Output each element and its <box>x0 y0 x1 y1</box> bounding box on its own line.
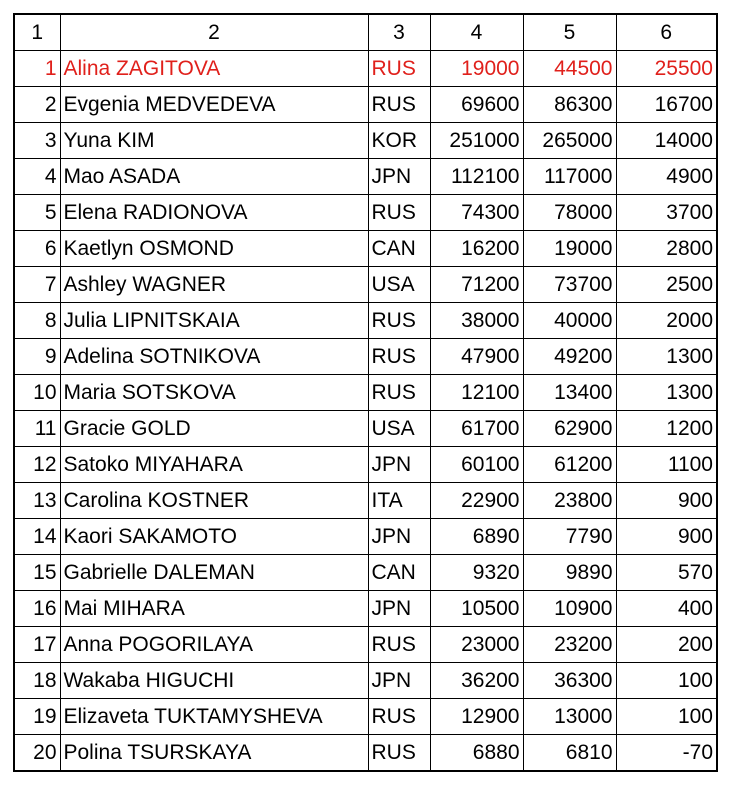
name-cell: Alina ZAGITOVA <box>60 51 368 87</box>
column-4-cell: 23000 <box>430 627 523 663</box>
column-6-cell: 16700 <box>616 87 717 123</box>
country-cell: USA <box>368 411 430 447</box>
table-row <box>14 159 717 195</box>
table-row <box>14 699 717 735</box>
table-container <box>13 13 718 772</box>
table-row <box>14 51 717 87</box>
column-4-cell: 71200 <box>430 267 523 303</box>
column-6-cell: 900 <box>616 483 717 519</box>
column-6-cell: 200 <box>616 627 717 663</box>
table-row <box>14 375 717 411</box>
rank-cell: 18 <box>14 663 60 699</box>
column-6-cell: 25500 <box>616 51 717 87</box>
column-6-cell: 1100 <box>616 447 717 483</box>
name-cell: Gracie GOLD <box>60 411 368 447</box>
country-cell: RUS <box>368 339 430 375</box>
name-cell: Mao ASADA <box>60 159 368 195</box>
column-6-cell: 1300 <box>616 375 717 411</box>
rank-cell: 10 <box>14 375 60 411</box>
column-6-cell: 570 <box>616 555 717 591</box>
table-row <box>14 663 717 699</box>
rank-cell: 7 <box>14 267 60 303</box>
name-cell: Maria SOTSKOVA <box>60 375 368 411</box>
country-cell: RUS <box>368 735 430 772</box>
column-4-cell: 19000 <box>430 51 523 87</box>
country-cell: KOR <box>368 123 430 159</box>
column-6-cell: 400 <box>616 591 717 627</box>
header-row <box>14 14 717 51</box>
table-row <box>14 591 717 627</box>
table-row <box>14 447 717 483</box>
table-row <box>14 411 717 447</box>
column-5-cell: 19000 <box>523 231 616 267</box>
column-5-cell: 23800 <box>523 483 616 519</box>
column-6-cell: 1300 <box>616 339 717 375</box>
country-cell: RUS <box>368 195 430 231</box>
rank-cell: 3 <box>14 123 60 159</box>
name-cell: Polina TSURSKAYA <box>60 735 368 772</box>
country-cell: RUS <box>368 87 430 123</box>
name-cell: Kaetlyn OSMOND <box>60 231 368 267</box>
rank-cell: 17 <box>14 627 60 663</box>
rank-cell: 5 <box>14 195 60 231</box>
column-6-cell: -70 <box>616 735 717 772</box>
country-cell: RUS <box>368 627 430 663</box>
column-5-cell: 13400 <box>523 375 616 411</box>
name-cell: Adelina SOTNIKOVA <box>60 339 368 375</box>
column-6-cell: 2500 <box>616 267 717 303</box>
column-5-cell: 49200 <box>523 339 616 375</box>
column-6-cell: 900 <box>616 519 717 555</box>
column-4-cell: 6880 <box>430 735 523 772</box>
column-4-cell: 251000 <box>430 123 523 159</box>
country-cell: RUS <box>368 375 430 411</box>
rank-cell: 6 <box>14 231 60 267</box>
column-5-cell: 117000 <box>523 159 616 195</box>
column-header: 5 <box>523 14 616 51</box>
table-row <box>14 483 717 519</box>
column-5-cell: 9890 <box>523 555 616 591</box>
table-row <box>14 231 717 267</box>
column-5-cell: 62900 <box>523 411 616 447</box>
table-row <box>14 87 717 123</box>
table-row <box>14 555 717 591</box>
column-4-cell: 47900 <box>430 339 523 375</box>
name-cell: Gabrielle DALEMAN <box>60 555 368 591</box>
rank-cell: 15 <box>14 555 60 591</box>
rank-cell: 9 <box>14 339 60 375</box>
column-5-cell: 73700 <box>523 267 616 303</box>
column-4-cell: 36200 <box>430 663 523 699</box>
column-header: 4 <box>430 14 523 51</box>
name-cell: Yuna KIM <box>60 123 368 159</box>
name-cell: Elizaveta TUKTAMYSHEVA <box>60 699 368 735</box>
column-5-cell: 36300 <box>523 663 616 699</box>
data-table <box>13 13 718 772</box>
rank-cell: 11 <box>14 411 60 447</box>
country-cell: JPN <box>368 591 430 627</box>
column-header: 6 <box>616 14 717 51</box>
name-cell: Kaori SAKAMOTO <box>60 519 368 555</box>
column-5-cell: 13000 <box>523 699 616 735</box>
country-cell: RUS <box>368 51 430 87</box>
column-6-cell: 3700 <box>616 195 717 231</box>
country-cell: JPN <box>368 447 430 483</box>
column-header: 1 <box>14 14 60 51</box>
name-cell: Anna POGORILAYA <box>60 627 368 663</box>
column-5-cell: 86300 <box>523 87 616 123</box>
column-6-cell: 100 <box>616 663 717 699</box>
column-5-cell: 10900 <box>523 591 616 627</box>
column-header: 2 <box>60 14 368 51</box>
column-header: 3 <box>368 14 430 51</box>
country-cell: ITA <box>368 483 430 519</box>
name-cell: Julia LIPNITSKAIA <box>60 303 368 339</box>
column-6-cell: 2800 <box>616 231 717 267</box>
column-4-cell: 6890 <box>430 519 523 555</box>
country-cell: JPN <box>368 663 430 699</box>
rank-cell: 8 <box>14 303 60 339</box>
column-6-cell: 100 <box>616 699 717 735</box>
column-4-cell: 60100 <box>430 447 523 483</box>
column-4-cell: 10500 <box>430 591 523 627</box>
name-cell: Ashley WAGNER <box>60 267 368 303</box>
country-cell: JPN <box>368 519 430 555</box>
table-row <box>14 303 717 339</box>
name-cell: Evgenia MEDVEDEVA <box>60 87 368 123</box>
column-5-cell: 78000 <box>523 195 616 231</box>
column-4-cell: 112100 <box>430 159 523 195</box>
column-6-cell: 14000 <box>616 123 717 159</box>
column-4-cell: 22900 <box>430 483 523 519</box>
country-cell: CAN <box>368 231 430 267</box>
rank-cell: 4 <box>14 159 60 195</box>
column-4-cell: 12900 <box>430 699 523 735</box>
column-5-cell: 23200 <box>523 627 616 663</box>
column-5-cell: 6810 <box>523 735 616 772</box>
country-cell: RUS <box>368 303 430 339</box>
country-cell: CAN <box>368 555 430 591</box>
column-5-cell: 61200 <box>523 447 616 483</box>
table-row <box>14 123 717 159</box>
country-cell: USA <box>368 267 430 303</box>
rank-cell: 19 <box>14 699 60 735</box>
column-4-cell: 69600 <box>430 87 523 123</box>
rank-cell: 12 <box>14 447 60 483</box>
table-row <box>14 519 717 555</box>
rank-cell: 14 <box>14 519 60 555</box>
rank-cell: 13 <box>14 483 60 519</box>
column-6-cell: 1200 <box>616 411 717 447</box>
column-6-cell: 4900 <box>616 159 717 195</box>
column-4-cell: 61700 <box>430 411 523 447</box>
column-4-cell: 16200 <box>430 231 523 267</box>
country-cell: JPN <box>368 159 430 195</box>
name-cell: Wakaba HIGUCHI <box>60 663 368 699</box>
table-row <box>14 627 717 663</box>
column-5-cell: 7790 <box>523 519 616 555</box>
table-row <box>14 267 717 303</box>
name-cell: Elena RADIONOVA <box>60 195 368 231</box>
table-row <box>14 735 717 772</box>
column-6-cell: 2000 <box>616 303 717 339</box>
column-5-cell: 44500 <box>523 51 616 87</box>
column-4-cell: 38000 <box>430 303 523 339</box>
country-cell: RUS <box>368 699 430 735</box>
name-cell: Mai MIHARA <box>60 591 368 627</box>
rank-cell: 16 <box>14 591 60 627</box>
name-cell: Carolina KOSTNER <box>60 483 368 519</box>
column-5-cell: 40000 <box>523 303 616 339</box>
column-5-cell: 265000 <box>523 123 616 159</box>
column-4-cell: 12100 <box>430 375 523 411</box>
table-row <box>14 339 717 375</box>
column-4-cell: 9320 <box>430 555 523 591</box>
rank-cell: 20 <box>14 735 60 772</box>
rank-cell: 1 <box>14 51 60 87</box>
name-cell: Satoko MIYAHARA <box>60 447 368 483</box>
column-4-cell: 74300 <box>430 195 523 231</box>
rank-cell: 2 <box>14 87 60 123</box>
table-row <box>14 195 717 231</box>
